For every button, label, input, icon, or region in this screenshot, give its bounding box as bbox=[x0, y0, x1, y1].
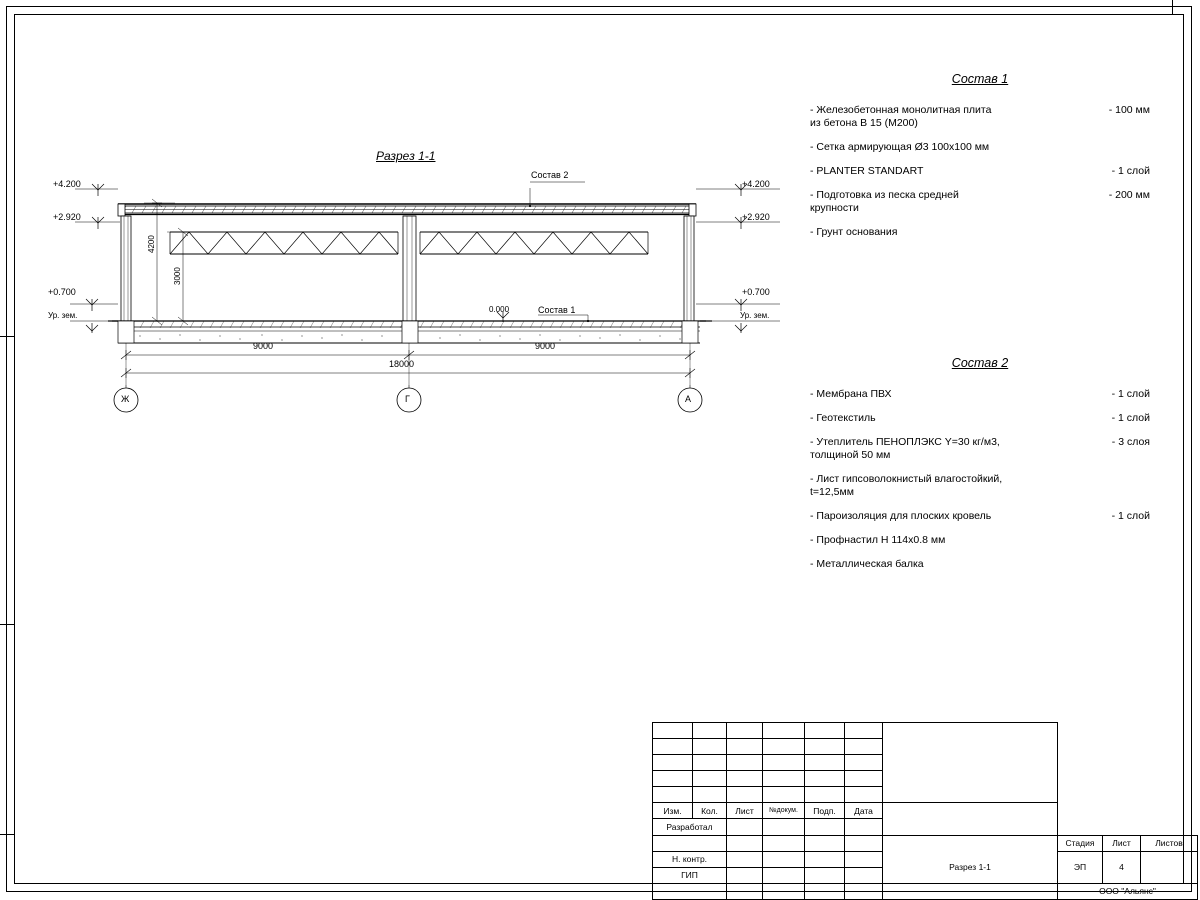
tb-stage-header: Стадия bbox=[1058, 835, 1103, 851]
tb-cell bbox=[727, 723, 763, 739]
tb-void-3 bbox=[1141, 723, 1198, 803]
level-right-ground: Ур. зем. bbox=[740, 311, 770, 320]
tb-sheet-header-blank bbox=[883, 723, 1058, 803]
tb-cell bbox=[805, 835, 845, 851]
total-span-label: 18000 bbox=[389, 359, 415, 369]
vertical-dim-4200: 4200 bbox=[147, 235, 156, 253]
level-right-0700: +0.700 bbox=[742, 287, 770, 297]
spec-1-row bbox=[810, 226, 1150, 239]
tb-cell bbox=[845, 883, 883, 899]
title-block-row-blank-1 bbox=[653, 723, 1198, 739]
tb-cell bbox=[727, 851, 763, 867]
axis-label-a: А bbox=[685, 394, 692, 404]
tb-cell bbox=[845, 787, 883, 803]
spec-2-item-name: - Профнастил H 114x0.8 мм bbox=[810, 534, 946, 546]
tb-cell bbox=[693, 723, 727, 739]
tb-cell bbox=[805, 723, 845, 739]
tb-cell bbox=[763, 835, 805, 851]
spec-2-item-value: - 3 слоя bbox=[1111, 436, 1150, 448]
tb-void-1 bbox=[1058, 723, 1103, 803]
tb-col-podp: Подп. bbox=[805, 803, 845, 819]
spec-1-item-name: - PLANTER STANDART bbox=[810, 165, 924, 177]
spec-block-2 bbox=[810, 356, 1150, 582]
spec-1-item-name: - Подготовка из песка средней крупности bbox=[810, 189, 959, 214]
callout-sostav-1: Состав 1 bbox=[538, 305, 576, 315]
tb-cell bbox=[805, 883, 845, 899]
section-drawing bbox=[0, 0, 820, 440]
section-drawing-svg bbox=[0, 0, 820, 440]
tb-cell bbox=[845, 835, 883, 851]
axis-label-zh: Ж bbox=[121, 394, 130, 404]
tb-cell bbox=[805, 739, 845, 755]
tb-cell bbox=[653, 723, 693, 739]
spec-2-row bbox=[810, 558, 1150, 571]
spec-2-item-name: - Лист гипсоволокнистый влагостойкий, t=12,5мм bbox=[810, 473, 1003, 498]
spec-2-row bbox=[810, 510, 1150, 523]
tb-cell bbox=[693, 771, 727, 787]
tb-cell bbox=[653, 771, 693, 787]
tb-cell bbox=[763, 771, 805, 787]
tb-cell bbox=[653, 787, 693, 803]
tb-col-kol: Кол. bbox=[693, 803, 727, 819]
spec-1-item-name: - Железобетонная монолитная плита из бетона B 15 (M200) bbox=[810, 104, 992, 129]
tb-cell bbox=[845, 771, 883, 787]
tb-cell bbox=[845, 739, 883, 755]
tb-list-value: 4 bbox=[1103, 851, 1141, 883]
title-block-row-stage-header bbox=[653, 835, 1198, 851]
tb-cell bbox=[763, 851, 805, 867]
fold-mark-top-right bbox=[1172, 0, 1173, 14]
vertical-dim-3000: 3000 bbox=[173, 267, 182, 285]
spec-2-rows bbox=[810, 388, 1150, 571]
tb-cell bbox=[727, 835, 763, 851]
spec-2-item-name: - Мембрана ПВХ bbox=[810, 388, 892, 400]
tb-cell bbox=[805, 787, 845, 803]
level-left-ground: Ур. зем. bbox=[48, 311, 78, 320]
spec-2-item-name: - Утеплитель ПЕНОПЛЭКС Y=30 кг/м3, толщиной 50 мм bbox=[810, 436, 1000, 461]
tb-sheet-name: Разрез 1-1 bbox=[883, 835, 1058, 899]
spec-2-row bbox=[810, 436, 1150, 462]
tb-void-2 bbox=[1103, 723, 1141, 803]
tb-sheet-name-top bbox=[883, 803, 1058, 835]
spec-1-row bbox=[810, 165, 1150, 178]
tb-cell bbox=[763, 787, 805, 803]
tb-cell bbox=[763, 739, 805, 755]
tb-cell bbox=[845, 723, 883, 739]
tb-cell bbox=[805, 819, 845, 835]
fold-mark-left-bottom bbox=[0, 624, 14, 625]
spec-2-item-name: - Металлическая балка bbox=[810, 558, 924, 570]
tb-role-razrabotal: Разработал bbox=[653, 819, 727, 835]
tb-list-header: Лист bbox=[1103, 835, 1141, 851]
tb-void-5 bbox=[1103, 803, 1141, 835]
spec-2-item-name: - Геотекстиль bbox=[810, 412, 876, 424]
level-right-4200: +4.200 bbox=[742, 179, 770, 189]
spec-1-row bbox=[810, 104, 1150, 130]
tb-role-gip: ГИП bbox=[653, 867, 727, 883]
level-zero: 0.000 bbox=[489, 305, 510, 314]
tb-cell bbox=[805, 851, 845, 867]
spec-1-item-name: - Грунт основания bbox=[810, 226, 898, 238]
tb-cell bbox=[693, 739, 727, 755]
tb-cell bbox=[763, 755, 805, 771]
tb-col-ndok: №докум. bbox=[763, 803, 805, 819]
tb-cell bbox=[845, 755, 883, 771]
title-block-table bbox=[652, 722, 1198, 900]
spec-2-item-value: - 1 слой bbox=[1111, 388, 1150, 400]
tb-void-6 bbox=[1141, 803, 1198, 835]
tb-cell bbox=[805, 771, 845, 787]
tb-role-extra bbox=[653, 883, 727, 899]
tb-lists-value bbox=[1141, 851, 1198, 883]
tb-cell bbox=[805, 867, 845, 883]
spec-1-item-name: - Сетка армирующая Ø3 100x100 мм bbox=[810, 141, 990, 153]
tb-cell bbox=[727, 867, 763, 883]
spec-1-item-value: - 200 мм bbox=[1108, 189, 1150, 201]
tb-cell bbox=[727, 771, 763, 787]
tb-cell bbox=[653, 755, 693, 771]
spec-2-item-name: - Пароизоляция для плоских кровель bbox=[810, 510, 992, 522]
tb-role-blank bbox=[653, 835, 727, 851]
spec-1-title: Состав 1 bbox=[951, 72, 1009, 86]
tb-col-data: Дата bbox=[845, 803, 883, 819]
tb-cell bbox=[727, 883, 763, 899]
tb-cell bbox=[763, 819, 805, 835]
level-left-2920: +2.920 bbox=[53, 212, 81, 222]
fold-mark-left-lower bbox=[0, 834, 14, 835]
tb-cell bbox=[763, 867, 805, 883]
spec-2-row bbox=[810, 473, 1150, 499]
tb-cell bbox=[653, 739, 693, 755]
tb-stage-value: ЭП bbox=[1058, 851, 1103, 883]
spec-1-row bbox=[810, 189, 1150, 215]
tb-cell bbox=[693, 787, 727, 803]
spec-1-row bbox=[810, 141, 1150, 154]
tb-cell bbox=[727, 755, 763, 771]
tb-col-list: Лист bbox=[727, 803, 763, 819]
level-left-0700: +0.700 bbox=[48, 287, 76, 297]
level-left-4200: +4.200 bbox=[53, 179, 81, 189]
spec-2-item-value: - 1 слой bbox=[1111, 412, 1150, 424]
spec-1-rows bbox=[810, 104, 1150, 239]
spec-2-row bbox=[810, 412, 1150, 425]
tb-org: ООО "Альянс" bbox=[1058, 883, 1198, 899]
tb-cell bbox=[805, 755, 845, 771]
tb-role-nkontr: Н. контр. bbox=[653, 851, 727, 867]
tb-lists-header: Листов bbox=[1141, 835, 1198, 851]
spec-2-item-value: - 1 слой bbox=[1111, 510, 1150, 522]
spec-2-row bbox=[810, 534, 1150, 547]
spec-1-item-value: - 1 слой bbox=[1111, 165, 1150, 177]
section-drawing-title: Разрез 1-1 bbox=[376, 149, 436, 163]
tb-cell bbox=[845, 867, 883, 883]
title-block bbox=[652, 722, 1197, 900]
tb-cell bbox=[693, 755, 727, 771]
title-block-header-row bbox=[653, 803, 1198, 819]
tb-cell bbox=[845, 851, 883, 867]
tb-cell bbox=[727, 819, 763, 835]
tb-void-4 bbox=[1058, 803, 1103, 835]
tb-cell bbox=[845, 819, 883, 835]
tb-cell bbox=[763, 883, 805, 899]
span-right-label: 9000 bbox=[535, 341, 556, 351]
tb-cell bbox=[727, 739, 763, 755]
tb-cell bbox=[727, 787, 763, 803]
spec-block-1 bbox=[810, 72, 1150, 250]
axis-label-g: Г bbox=[405, 394, 410, 404]
span-left-label: 9000 bbox=[253, 341, 274, 351]
callout-sostav-2: Состав 2 bbox=[531, 170, 569, 180]
level-right-2920: +2.920 bbox=[742, 212, 770, 222]
spec-2-row bbox=[810, 388, 1150, 401]
tb-cell bbox=[763, 723, 805, 739]
tb-col-izm: Изм. bbox=[653, 803, 693, 819]
spec-2-title: Состав 2 bbox=[951, 356, 1009, 370]
spec-1-item-value: - 100 мм bbox=[1108, 104, 1150, 116]
